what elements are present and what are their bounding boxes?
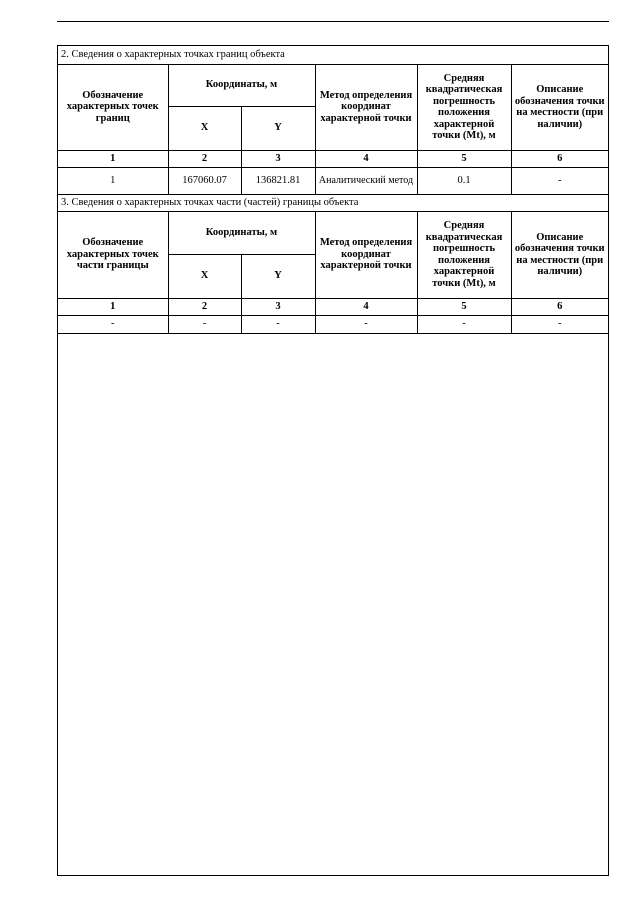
section3-header-y: Y	[241, 254, 315, 298]
section3-cell: -	[58, 315, 168, 333]
section3-header-x: X	[168, 254, 241, 298]
section2-header-row	[58, 64, 608, 106]
section2-col-number: 3	[241, 150, 315, 167]
section3-number-row	[58, 298, 608, 315]
section3-cell: -	[417, 315, 511, 333]
section2-cell-x: 167060.07	[168, 167, 241, 194]
section3-title-row	[58, 194, 608, 211]
section3-cell: -	[168, 315, 241, 333]
section2-cell-designation: 1	[58, 167, 168, 194]
section2-col-number: 1	[58, 150, 168, 167]
section2-header-method: Метод определения координат характерной точки	[315, 64, 417, 150]
section2-header-error: Средняя квадратическая погрешность положения характерной точки (Mt), м	[417, 64, 511, 150]
section3-header-designation: Обозначение характерных точек части границы	[58, 211, 168, 298]
section2-col-number: 6	[511, 150, 608, 167]
section3-cell: -	[511, 315, 608, 333]
section2-cell-y: 136821.81	[241, 167, 315, 194]
section2-title: 2. Сведения о характерных точках границ объекта	[58, 46, 608, 64]
section2-col-number: 5	[417, 150, 511, 167]
section2-cell-error: 0.1	[417, 167, 511, 194]
coordinates-table	[58, 46, 608, 334]
document-frame	[57, 45, 609, 876]
section2-cell-description: -	[511, 167, 608, 194]
section3-col-number: 1	[58, 298, 168, 315]
section3-header-row	[58, 211, 608, 254]
section3-header-method: Метод определения координат характерной точки	[315, 211, 417, 298]
section2-col-number: 4	[315, 150, 417, 167]
section2-header-x: X	[168, 106, 241, 150]
section3-col-number: 4	[315, 298, 417, 315]
section3-col-number: 2	[168, 298, 241, 315]
section3-header-coordinates: Координаты, м	[168, 211, 315, 254]
section2-header-designation: Обозначение характерных точек границ	[58, 64, 168, 150]
section3-title: 3. Сведения о характерных точках части (частей) границы объекта	[58, 194, 608, 211]
section3-header-error: Средняя квадратическая погрешность положения характерной точки (Mt), м	[417, 211, 511, 298]
section2-header-y: Y	[241, 106, 315, 150]
section2-header-description: Описание обозначения точки на местности (при наличии)	[511, 64, 608, 150]
section2-data-row	[58, 167, 608, 194]
section2-cell-method: Аналитический метод	[315, 167, 417, 194]
top-rule	[57, 21, 609, 22]
section2-col-number: 2	[168, 150, 241, 167]
section3-cell: -	[315, 315, 417, 333]
section3-header-description: Описание обозначения точки на местности (при наличии)	[511, 211, 608, 298]
section2-number-row	[58, 150, 608, 167]
section3-col-number: 3	[241, 298, 315, 315]
section3-cell: -	[241, 315, 315, 333]
section2-title-row	[58, 46, 608, 64]
section3-data-row	[58, 315, 608, 333]
section3-col-number: 6	[511, 298, 608, 315]
section2-header-coordinates: Координаты, м	[168, 64, 315, 106]
section3-col-number: 5	[417, 298, 511, 315]
